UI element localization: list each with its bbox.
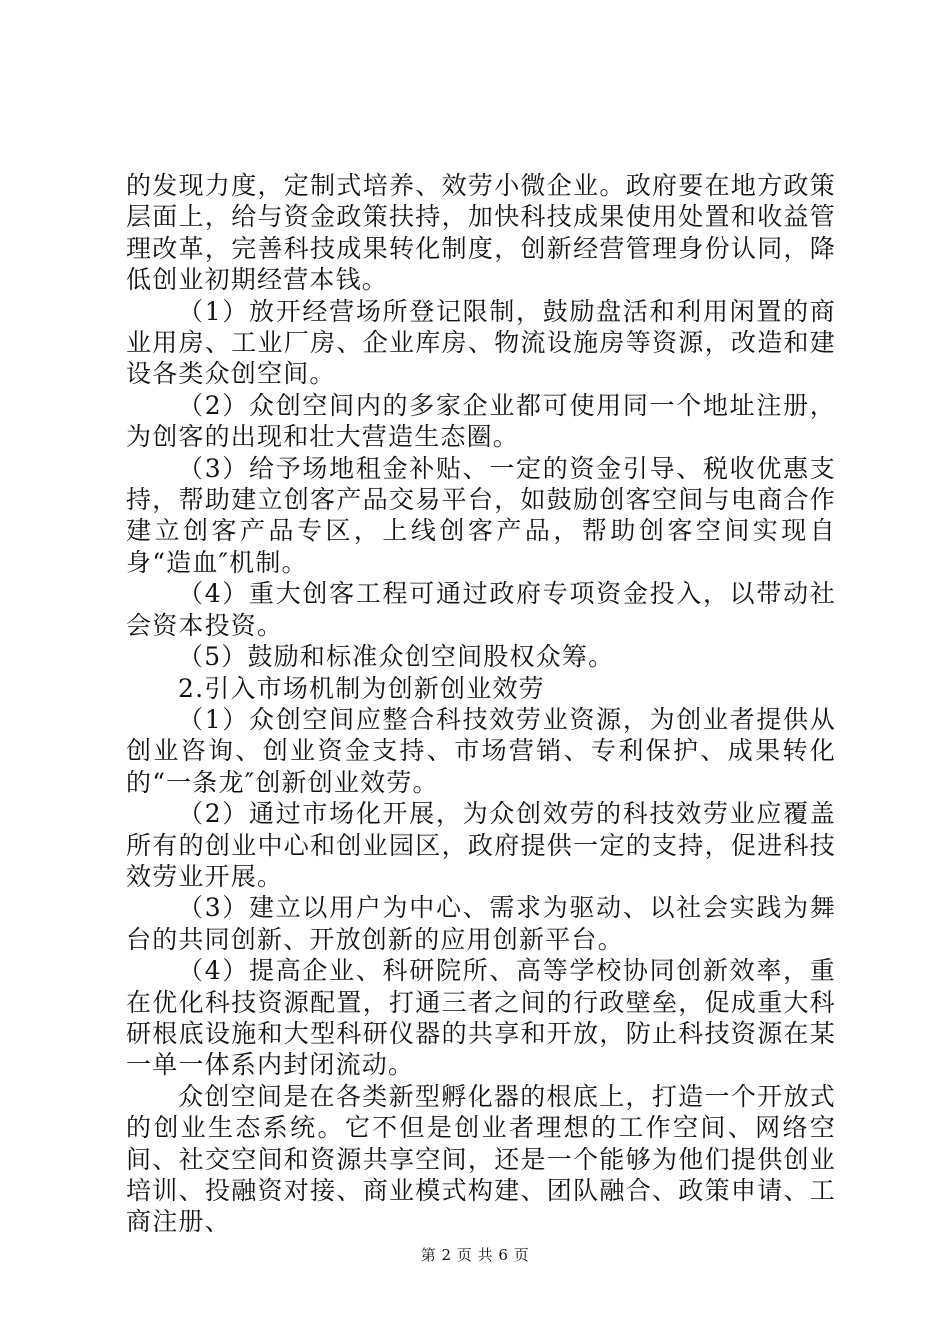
paragraph: （4）提高企业、科研院所、高等学校协同创新效率，重在优化科技资源配置，打通三者之间的行政壁垒，促成重大科研根底设施和大型科研仪器的共享和开放，防止科技资源在某一单一体系内封闭流动。 bbox=[126, 956, 836, 1080]
section-heading: 2.引入市场机制为创新创业效劳 bbox=[178, 673, 545, 703]
page-footer: 第 2 页 共 6 页 bbox=[420, 1246, 530, 1264]
paragraph: （2）通过市场化开展，为众创效劳的科技效劳业应覆盖所有的创业中心和创业园区，政府提供一定的支持，促进科技效劳业开展。 bbox=[126, 799, 836, 891]
document-body bbox=[126, 170, 836, 1238]
paragraph: 的发现力度，定制式培养、效劳小微企业。政府要在地方政策层面上，给与资金政策扶持，加快科技成果使用处置和收益管理改革，完善科技成果转化制度，创新经营管理身份认同，降低创业初期经营本钱。 bbox=[126, 171, 836, 295]
paragraph: 众创空间是在各类新型孵化器的根底上，打造一个开放式的创业生态系统。它不但是创业者理想的工作空间、网络空间、社交空间和资源共享空间，还是一个能够为他们提供创业培训、投融资对接、商业模式构建、团队融合、政策申请、工商注册、 bbox=[126, 1081, 836, 1237]
paragraph: （5）鼓励和标准众创空间股权众筹。 bbox=[178, 642, 615, 672]
paragraph: （2）众创空间内的多家企业都可使用同一个地址注册，为创客的出现和壮大营造生态圈。 bbox=[126, 390, 836, 452]
paragraph: （4）重大创客工程可通过政府专项资金投入，以带动社会资本投资。 bbox=[126, 579, 836, 640]
paragraph: （1）放开经营场所登记限制，鼓励盘活和利用闲置的商业用房、工业厂房、企业库房、物流设施房等资源，改造和建设各类众创空间。 bbox=[126, 296, 836, 389]
paragraph: （3）给予场地租金补贴、一定的资金引导、税收优惠支持，帮助建立创客产品交易平台，如鼓励创客空间与电商合作建立创客产品专区，上线创客产品，帮助创客空间实现自身“造血″机制。 bbox=[126, 453, 836, 577]
paragraph: （1）众创空间应整合科技效劳业资源，为创业者提供从创业咨询、创业资金支持、市场营销、专利保护、成果转化的“一条龙″创新创业效劳。 bbox=[126, 704, 836, 797]
paragraph: （3）建立以用户为中心、需求为驱动、以社会实践为舞台的共同创新、开放创新的应用创新平台。 bbox=[126, 893, 836, 954]
